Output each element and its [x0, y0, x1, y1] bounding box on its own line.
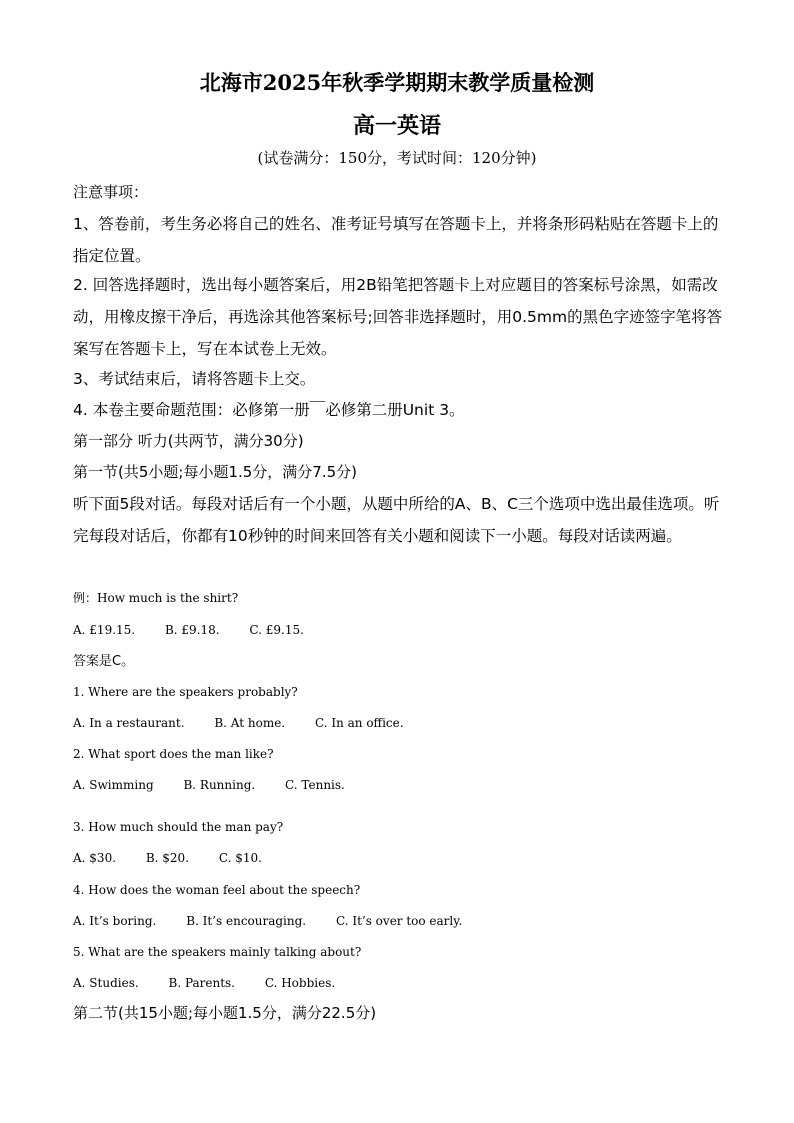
q4-option-b: B. It’s encouraging. [186, 914, 307, 928]
q2-option-a: A. Swimming [73, 778, 154, 792]
q5-option-b: B. Parents. [168, 976, 235, 990]
note-item-1: 1、答卷前，考生务必将自己的姓名、准考证号填写在答题卡上，并将条形码粘贴在答题卡上的指定位置。 [73, 215, 719, 265]
example-option-c: C. £9.15. [249, 623, 304, 637]
q3-option-c: C. $10. [218, 851, 262, 865]
q2-option-c: C. Tennis. [285, 778, 345, 792]
q4-option-c: C. It’s over too early. [335, 914, 463, 928]
note-item-3: 3、考试结束后，请将答题卡上交。 [73, 370, 316, 388]
exam-title: 北海市2025年秋季学期期末教学质量检测 [199, 70, 595, 95]
question-4-options [73, 913, 462, 929]
q4-option-a: A. It’s boring. [73, 914, 157, 928]
q3-option-a: A. $30. [73, 851, 117, 865]
question-3-options [73, 850, 262, 866]
question-4: 4. How does the woman feel about the speech? [73, 883, 361, 897]
q1-option-a: A. In a restaurant. [73, 716, 185, 730]
q2-option-b: B. Running. [183, 778, 256, 792]
q5-option-a: A. Studies. [73, 976, 139, 990]
subject-title: 高一英语 [352, 113, 441, 139]
q1-option-b: B. At home. [214, 716, 286, 730]
exam-meta: (试卷满分：150分，考试时间：120分钟) [257, 149, 537, 167]
question-1-options [73, 715, 404, 731]
example-question: 例：How much is the shirt? [73, 591, 239, 605]
question-1: 1. Where are the speakers probably? [73, 685, 298, 699]
listening-instructions: 听下面5段对话。每段对话后有一个小题，从题中所给的A、B、C三个选项中选出最佳选项。听完每段对话后，你都有10秒钟的时间来回答有关小题和阅读下一小题。每段对话读两遍。 [73, 495, 720, 545]
part1-heading: 第一部分 听力(共两节，满分30分) [73, 432, 304, 450]
example-option-a: A. £19.15. [73, 623, 136, 637]
section2-heading: 第二节(共15小题;每小题1.5分，满分22.5分) [73, 1004, 377, 1022]
question-2: 2. What sport does the man like? [73, 747, 274, 761]
example-options [73, 622, 304, 638]
q5-option-c: C. Hobbies. [264, 976, 336, 990]
example-answer: 答案是C。 [73, 654, 135, 669]
note-item-4: 4. 本卷主要命题范围：必修第一册￣必修第二册Unit 3。 [73, 401, 465, 419]
note-item-2: 2. 回答选择题时，选出每小题答案后，用2B铅笔把答题卡上对应题目的答案标号涂黑，如需改动，用橡皮擦干净后，再选涂其他答案标号;回答非选择题时，用0.5mm的黑色字迹签字笔将答案写在答题卡上，写在本试卷上无效。 [73, 276, 723, 358]
question-5-options [73, 975, 335, 991]
section1-heading: 第一节(共5小题;每小题1.5分，满分7.5分) [73, 463, 358, 481]
q3-option-b: B. $20. [145, 851, 190, 865]
question-2-options [73, 777, 345, 793]
notes-heading: 注意事项： [73, 183, 149, 201]
example-option-b: B. £9.18. [164, 623, 220, 637]
q1-option-c: C. In an office. [314, 716, 404, 730]
question-3: 3. How much should the man pay? [73, 820, 284, 834]
question-5: 5. What are the speakers mainly talking about? [73, 945, 362, 959]
